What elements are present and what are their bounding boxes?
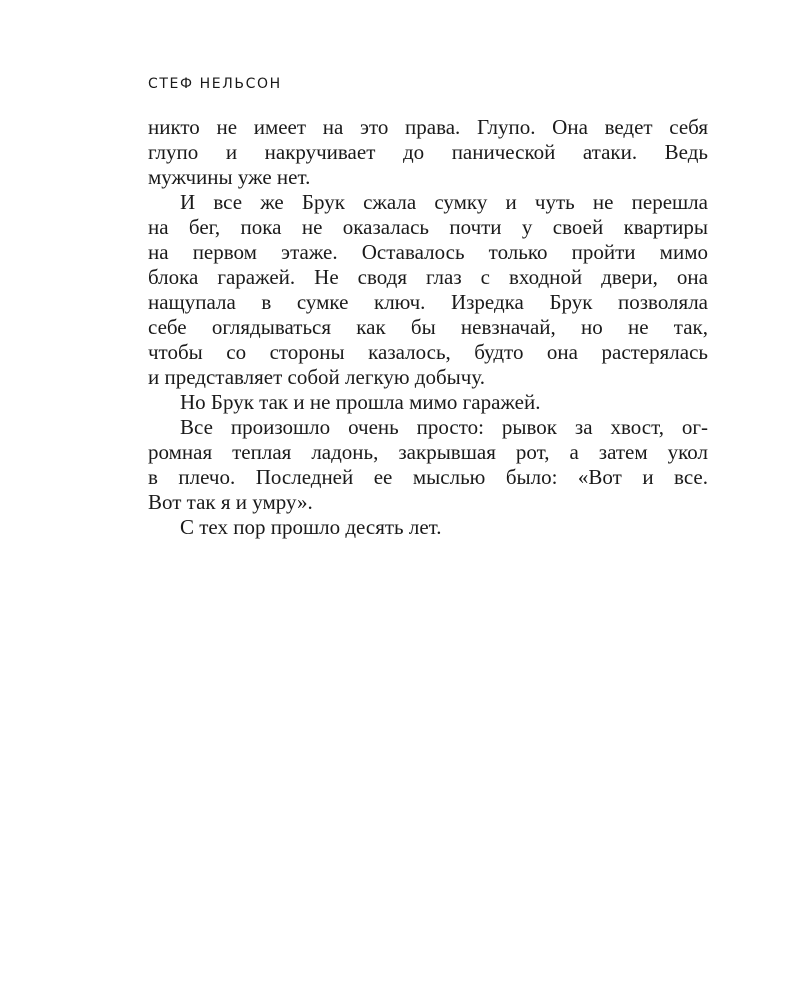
- text-line: нащупала в сумке ключ. Изредка Брук позволяла: [148, 290, 708, 314]
- text-line: блока гаражей. Не сводя глаз с входной двери, она: [148, 265, 708, 289]
- running-head-author: СТЕФ НЕЛЬСОН: [148, 76, 282, 92]
- text-line: на бег, пока не оказалась почти у своей квартиры: [148, 215, 708, 239]
- text-line: на первом этаже. Оставалось только пройти мимо: [148, 240, 708, 264]
- body-text: [148, 115, 708, 540]
- text-line: мужчины уже нет.: [148, 165, 311, 189]
- text-line: чтобы со стороны казалось, будто она растерялась: [148, 340, 708, 364]
- text-line: себе оглядываться как бы невзначай, но не так,: [148, 315, 708, 339]
- text-line: ромная теплая ладонь, закрывшая рот, а затем укол: [148, 440, 708, 464]
- text-line: С тех пор прошло десять лет.: [180, 515, 442, 539]
- text-line: Но Брук так и не прошла мимо гаражей.: [180, 390, 541, 414]
- text-line: и представляет собой легкую добычу.: [148, 365, 485, 389]
- text-line: никто не имеет на это права. Глупо. Она ведет себя: [148, 115, 708, 139]
- text-line: глупо и накручивает до панической атаки. Ведь: [148, 140, 708, 164]
- text-line: Все произошло очень просто: рывок за хвост, ог-: [180, 415, 708, 439]
- text-line: Вот так я и умру».: [148, 490, 313, 514]
- text-line: И все же Брук сжала сумку и чуть не перешла: [180, 190, 708, 214]
- text-line: в плечо. Последней ее мыслью было: «Вот и все.: [148, 465, 708, 489]
